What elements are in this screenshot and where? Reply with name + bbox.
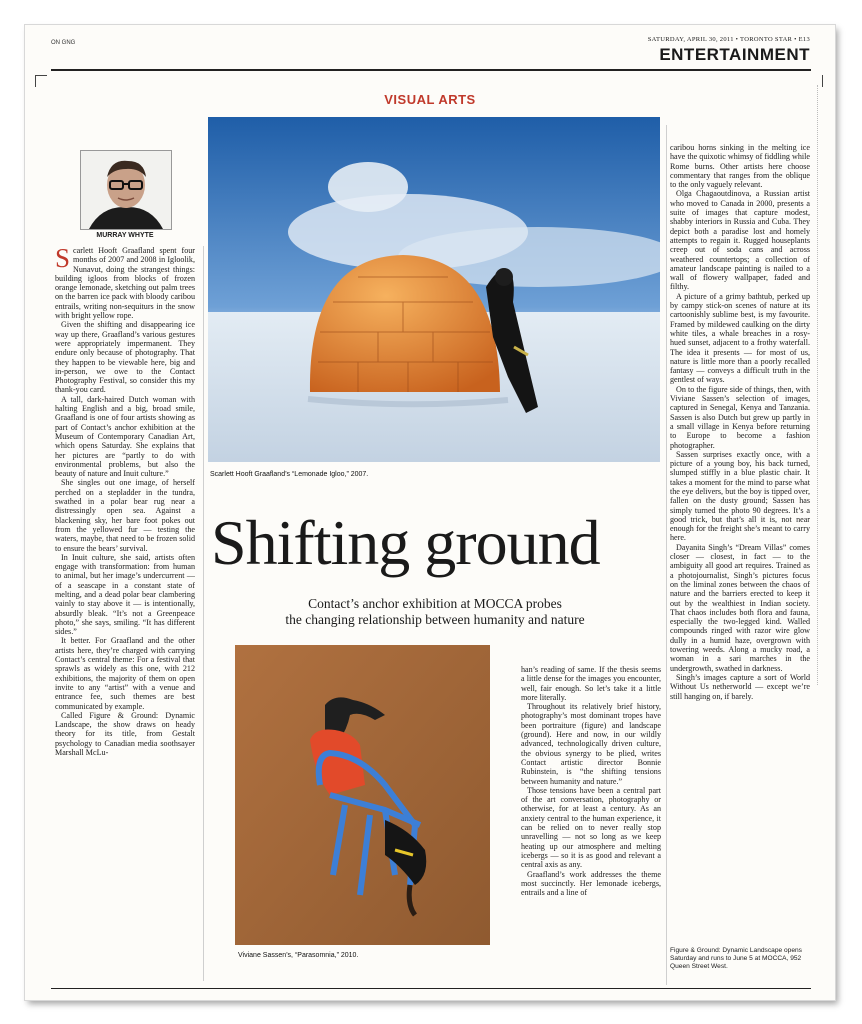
- newspaper-page: [25, 25, 835, 1000]
- deck: [225, 596, 645, 628]
- article-column-3: [521, 665, 661, 987]
- exhibition-infobox: Figure & Ground: Dynamic Landscape opens Saturday and runs to June 5 at MOCCA, 952 Queen Street West.: [670, 947, 802, 970]
- section-title: ENTERTAINMENT: [659, 45, 810, 64]
- chair-caption: Viviane Sassen’s, “Parasomnia,” 2010.: [238, 952, 359, 959]
- paragraph: On to the figure side of things, then, with Viviane Sassen’s selection of images, captured in Senegal, Kenya and Tanzania. Sassen is also Dutch but grew up partly in a small village in Kenya before returning to Europe to become a fashion photographer.: [670, 384, 810, 450]
- headline: Shifting ground: [211, 507, 600, 578]
- corner-tag: ON GNG: [51, 40, 76, 46]
- header-rule: [51, 69, 811, 71]
- paragraph: caribou horns sinking in the melting ice have the quixotic whimsy of fiddling while Rome burns. Other artists here choose commentary that ranges from the oblique to the only vaguely relevant.: [670, 143, 810, 190]
- paragraph: A tall, dark-haired Dutch woman with halting English and a big, broad smile, Graafland is one of four artists showing as part of Contact’s anchor exhibition at the Museum of Contemporary Canadian Art, which opens Saturday. She explains that her pictures are “partly to do with environmental problems, but also the beauty of nature and Inuit culture.”: [55, 394, 195, 479]
- igloo-photo: [208, 117, 660, 462]
- paragraph: Graafland’s work addresses the theme most succinctly. Her lemonade icebergs, entrails and a line of: [521, 869, 661, 898]
- author-byline: MURRAY WHYTE: [96, 232, 154, 239]
- drop-cap: S: [55, 246, 71, 273]
- deck-line-2: the changing relationship between humanity and nature: [285, 612, 585, 627]
- paragraph: Called Figure & Ground: Dynamic Landscape, the show draws on heady theory for its title, from Gestalt psychology to Canadian media soothsayer Marshall McLu-: [55, 710, 195, 758]
- chair-photo: [235, 645, 490, 945]
- kicker-label: VISUAL ARTS: [384, 92, 476, 107]
- folio-line: SATURDAY, APRIL 30, 2011 • TORONTO STAR • E13: [647, 36, 810, 43]
- paragraph: Throughout its relatively brief history, photography’s most dominant tropes have been portraiture (figure) and landscape (ground). Here and now, in our wildly advanced, technologically driven culture, the obvious synergy to be plied, writes Contact artistic director Bonnie Rubinstein, is “the shifting tensions between humanity and nature.”: [521, 702, 661, 786]
- paragraph: It better. For Graafland and the other artists here, they’re charged with carrying Contact’s central theme: For a festival that sprawls as widely as this one, with 212 exhibitions, the majority of them on open invite to any “artist” with a venue and entrance fee, such themes are best communicated by example.: [55, 636, 195, 711]
- paragraph: Olga Chagaoutdinova, a Russian artist who moved to Canada in 2000, presents a suite of images that capture modest, shabby interiors in Russia and Cuba. They depict both a paradise lost and homely attempts to regain it. Rugged houseplants creep out of soda cans and across weathered countertops; a collection of amateur landscape painting is nailed to a wall of flowery wallpaper, faded and filthy.: [670, 189, 810, 292]
- author-photo: [80, 150, 172, 230]
- article-column-1: [55, 246, 195, 981]
- paragraph: Singh’s images capture a sort of World Without Us netherworld — except we’re still hanging on, if barely.: [670, 672, 810, 701]
- crop-mark: [822, 75, 823, 87]
- paragraph: She singles out one image, of herself perched on a stepladder in the tundra, swathed in a polar bear rug near a distressingly open sea. Against a blackening sky, her bare foot pokes out from the yellowed fur — testing the waters, maybe, that need to be frozen solid to ensure the bears’ survival.: [55, 478, 195, 553]
- deck-line-1: Contact’s anchor exhibition at MOCCA probes: [308, 596, 562, 611]
- paragraph: In Inuit culture, she said, artists often engage with transformation: from human to animal, but her image’s undercurrent — of a seascape in a constant state of melting, and a dead polar bear clambering vainly to stay above it — is intentionally, absurdly bleak. “It’s not a Greenpeace photo,” she says, smiling. “It has different sides.”: [55, 552, 195, 637]
- paragraph: Dayanita Singh’s “Dream Villas” comes closer — closest, in fact — to the ambiguity all good art requires. Trained as a photojournalist, Singh’s pictures focus on the liminal zones between the chaos of nature and the barriers erected to keep it out by the wealthiest in Indian society. That chaos includes both flora and fauna, especially the two-legged kind. Walled compounds ringed with razor wire glow dully in a humid haze, overgrown with towering weeds. Along a mucky road, a woman in a sari marches in the undergrowth, swathed in darkness.: [670, 542, 810, 673]
- igloo-caption: Scarlett Hooft Graafland’s “Lemonade Igloo,” 2007.: [210, 471, 369, 478]
- crop-mark: [35, 75, 36, 87]
- column-divider: [203, 246, 204, 981]
- paragraph: Sassen surprises exactly once, with a picture of a young boy, his back turned, slumped stiffly in a blue plastic chair. It takes a moment for the mind to parse what the eye delivers, but the boy is tipped over, fallen on the dusty ground; Sassen has simply turned the photo 90 degrees. It’s a good trick, but that’s all it is, not near enough for the freight she’s meant to carry here.: [670, 449, 810, 543]
- paragraph: Given the shifting and disappearing ice way up there, Graafland’s various gestures were appropriately impermanent. They endure only because of photography. That they happen to be viewable here, big and in-person, we owe to the Contact Photography Festival, so consider this my thank-you card.: [55, 320, 195, 395]
- paragraph: han’s reading of same. If the thesis seems a little dense for the images you encounter, well, fair enough. So let’s take it a little more literally.: [521, 665, 661, 702]
- column-divider: [666, 125, 667, 985]
- article-column-4: [670, 143, 810, 943]
- paragraph: A picture of a grimy bathtub, perked up by campy stick-on scenes of nature at its cartoonishly sublime best, is my favourite. Framed by mildewed caulking on the dirty white tiles, a whale breaches in a rosy-hued sunset, adjacent to a frothy waterfall. The idea it presents — for most of us, nature is little more than a poorly recalled fantasy — conveys a difficult truth in the gentlest of ways.: [670, 291, 810, 385]
- paragraph: Those tensions have been a central part of the art conversation, photography or otherwise, for at least a century. As an anxiety central to the human experience, it can be relied on to never really stop unravelling — not so long as we keep heating up our atmosphere and melting icebergs — so it is as good and relevant a central axis as any.: [521, 785, 661, 870]
- paragraph: carlett Hooft Graafland spent four months of 2007 and 2008 in Igloolik, Nunavut, doing the strangest things: building igloos from blocks of frozen orange lemonade, sketching out palm trees on the barren ice pack with bloody caribou entrails, writing non-sequiturs in the snow with bright yellow rope.: [55, 246, 195, 321]
- perforation-edge: [817, 85, 822, 685]
- crop-mark: [35, 75, 47, 76]
- footer-rule: [51, 988, 811, 989]
